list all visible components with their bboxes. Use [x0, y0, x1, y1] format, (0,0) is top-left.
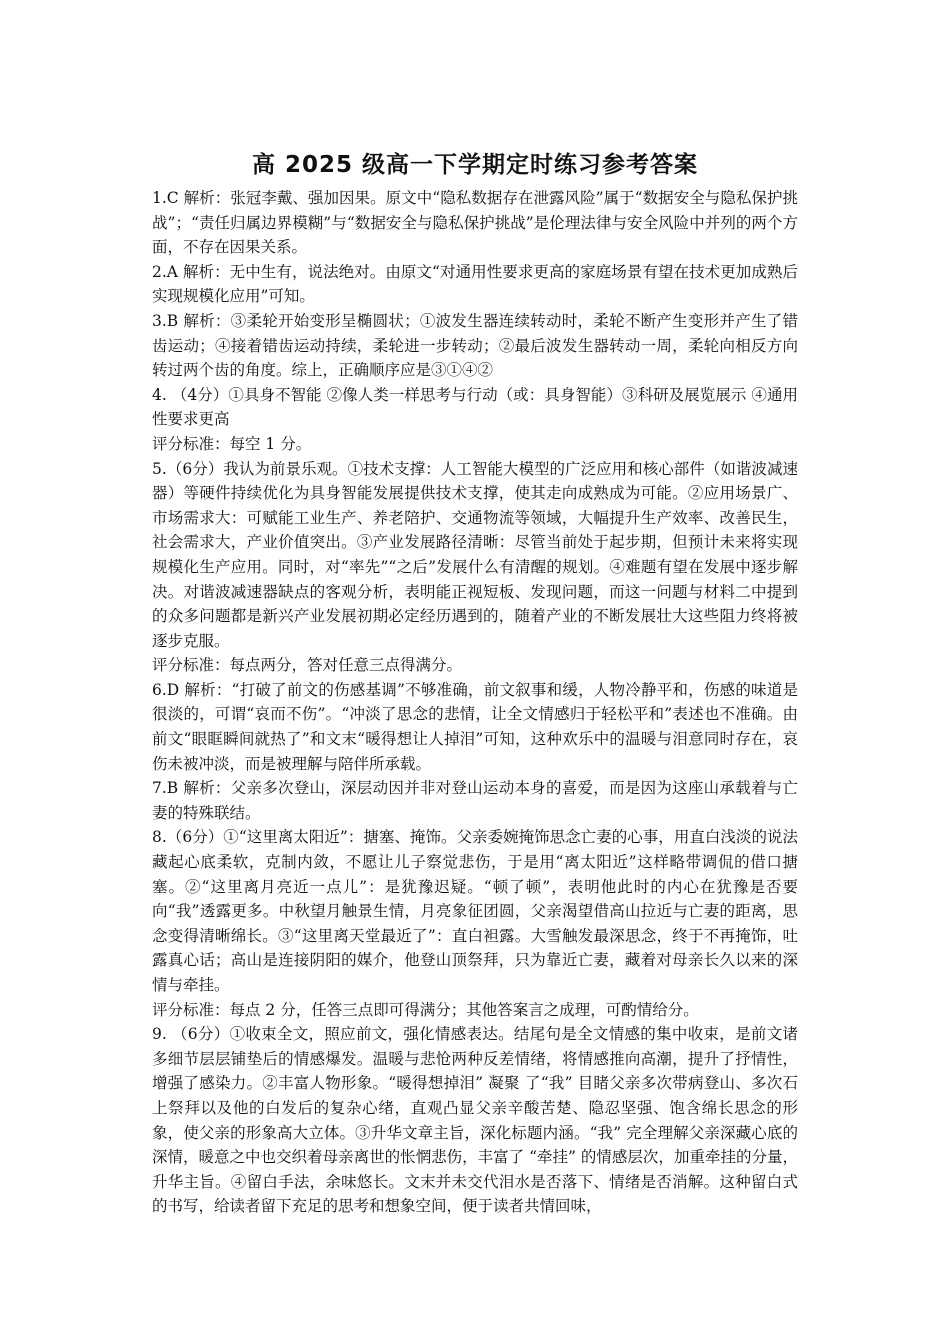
answer-q3: 3.B 解析：③柔轮开始变形呈椭圆状；①波发生器连续转动时，柔轮不断产生变形并产生了错齿运动；④接着错齿运动持续，柔轮进一步转动；②最后波发生器转动一周，柔轮向相反方向转过两个齿的角度。综上，正确顺序应是③①④②	[152, 311, 798, 380]
scoring-q5: 评分标准：每点两分，答对任意三点得满分。	[152, 656, 463, 675]
scoring-q8: 评分标准：每点 2 分，任答三点即可得满分；其他答案言之成理，可酌情给分。	[152, 1000, 699, 1019]
answer-q5: 5.（6分）我认为前景乐观。①技术支撑：人工智能大模型的广泛应用和核心部件（如谐波减速器）等硬件持续优化为具身智能发展提供技术支撑，使其走向成熟成为可能。②应用场景广、市场需求大：可赋能工业生产、养老陪护、交通物流等领域，大幅提升生产效率、改善民生，社会需求大，产业价值突出。③产业发展路径清晰：尽管当前处于起步期，但预计未来将实现规模化生产应用。同时，对“率先”“之后”发展什么有清醒的规划。④难题有望在发展中逐步解决。对谐波减速器缺点的客观分析，表明能正视短板、发现问题，而这一问题与材料二中提到的众多问题都是新兴产业发展初期必定经历遇到的，随着产业的不断发展壮大这些阻力终将被逐步克服。	[152, 459, 798, 650]
page-title: 高 2025 级高一下学期定时练习参考答案	[251, 152, 699, 178]
answer-q6: 6.D 解析：“打破了前文的伤感基调”不够准确，前文叙事和缓，人物冷静平和，伤感的味道是很淡的，可谓“哀而不伤”。“冲淡了思念的悲情，让全文情感归于轻松平和”表述也不准确。由前文“眼眶瞬间就热了”和文末“暖得想让人掉泪”可知，这种欢乐中的温暖与泪意同时存在，哀伤未被冲淡，而是被理解与陪伴所承载。	[152, 680, 798, 773]
answer-q7: 7.B 解析：父亲多次登山，深层动因并非对登山运动本身的喜爱，而是因为这座山承载着与亡妻的特殊联结。	[152, 779, 798, 822]
answer-q2: 2.A 解析：无中生有，说法绝对。由原文“对通用性要求更高的家庭场景有望在技术更加成熟后实现规模化应用”可知。	[152, 262, 798, 306]
answer-q1: 1.C 解析：张冠李戴、强加因果。原文中“隐私数据存在泄露风险”属于“数据安全与隐私保护挑战”；“责任归属边界模糊”与“数据安全与隐私保护挑战”是伦理法律与安全风险中并列的两个方面，不存在因果关系。	[152, 189, 798, 257]
answer-q4: 4. （4分）①具身不智能 ②像人类一样思考与行动（或：具身智能）③科研及展览展示 ④通用性要求更高	[152, 385, 798, 429]
answer-q9: 9. （6分）①收束全文，照应前文，强化情感表达。结尾句是全文情感的集中收束，是前文诸多细节层层铺垫后的情感爆发。温暖与悲怆两种反差情绪，将情感推向高潮，提升了抒情性，增强了感染力。②丰富人物形象。“暖得想掉泪” 凝聚 了“我” 目睹父亲多次带病登山、多次石上祭拜以及他的白发后的复杂心绪，直观凸显父亲辛酸苦楚、隐忍坚强、饱含绵长思念的形象，使父亲的形象高大立体。③升华文章主旨，深化标题内涵。“我” 完全理解父亲深藏心底的深情，暖意之中也交织着母亲离世的怅惘悲伤，丰富了 “牵挂” 的情感层次，加重牵挂的分量，升华主旨。④留白手法，余味悠长。文末并未交代泪水是否落下、情绪是否消解。这种留白式的书写，给读者留下充足的思考和想象空间，便于读者共情回味，	[152, 1025, 798, 1216]
scoring-q4: 评分标准：每空 1 分。	[152, 434, 312, 453]
answer-q8: 8.（6分）①“这里离太阳近”：搪塞、掩饰。父亲委婉掩饰思念亡妻的心事，用直白浅淡的说法藏起心底柔软，克制内敛，不愿让儿子察觉悲伤，于是用“离太阳近”这样略带调侃的借口搪塞。②“这里离月亮近一点儿”：是犹豫迟疑。“顿了顿”，表明他此时的内心在犹豫是否要向“我”透露更多。中秋望月触景生情，月亮象征团圆，父亲渴望借高山拉近与亡妻的距离，思念变得清晰绵长。③“这里离天堂最近了”：直白袒露。大雪触发最深思念，终于不再掩饰，吐露真心话；高山是连接阴阳的媒介，他登山顶祭拜，只为靠近亡妻，藏着对母亲长久以来的深情与牵挂。	[152, 828, 798, 994]
answer-body	[152, 186, 798, 1219]
